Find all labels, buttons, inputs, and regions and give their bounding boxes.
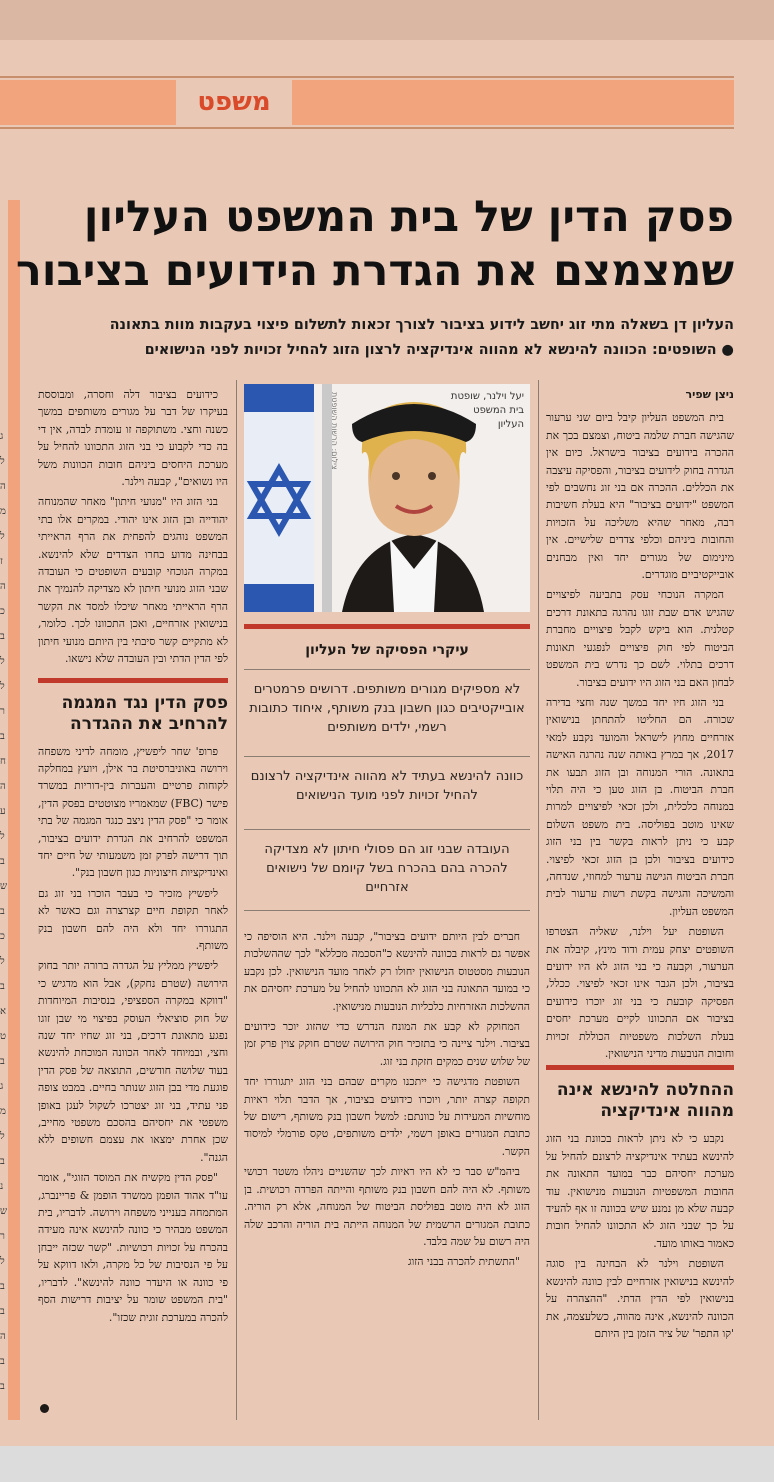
bottom-strip xyxy=(0,1446,774,1482)
edge-letter: ל xyxy=(0,681,5,692)
edge-letter: ג xyxy=(0,1081,4,1092)
column-rule-2 xyxy=(538,380,539,1420)
edge-letter: ר xyxy=(0,1231,5,1242)
section-banner-left-band xyxy=(0,80,176,125)
paragraph: פרופ' שחר ליפשיץ, מומחה לדיני משפחה וירושה באוניברסיטת בר אילן, ויועץ במחלקה לקוחות פרטיים והעברות בין-דוריות במשרד פישר (FBC) שמאמריו מצוטטים בפסק הדין, אומר כי "פסק הדין ניצב כנגד המגמה של בתי המשפט להרחיב את הגדרת ידועים בציבור, תוך דרישה לפרק זמן משמעותי של חיים יחד ואינדיקציות חיצוניות כגון חשבון בנק". xyxy=(38,744,228,880)
paragraph: המקרה הנוכחי עסק בתביעה לפיצויים שהגיש אדם שבת זוגו נהרגה בתאונת דרכים קטלנית. הוא ביקש לקבל פיצויים מחברת הביטוח לפי חוק פיצויים לנפגעי תאונות דרכים בתלוי. לשם כך נדרש בית המשפט לבחון האם בני הזוג היו ידועים בציבור. xyxy=(546,588,734,689)
heading-rule xyxy=(546,1065,734,1070)
edge-letter: ב xyxy=(0,981,5,992)
edge-letter: ל xyxy=(0,531,5,542)
edge-letter: כ xyxy=(0,931,5,942)
highlights-box xyxy=(244,624,530,918)
divider xyxy=(244,669,530,670)
edge-letter: ר xyxy=(0,706,5,717)
edge-letter: ל xyxy=(0,456,5,467)
photo-caption: יעל וילנר, שופטת בית המשפט העליון xyxy=(450,391,524,430)
subhead xyxy=(30,313,734,363)
column-middle xyxy=(244,928,530,1418)
paragraph: בני הזוג חיו יחד במשך שנה וחצי בדירה שכורה. הם החליטו להתחתן בנישואין אזרחיים מחוץ לישראל והמועד נקבע למאי 2017, אך במרץ באותה שנה נהרגה האישה בתאונה. הורי המנוחה ובן הזוג תבעו את חברת הביטוח. בן הזוג טען כי היה תלוי במנוחה כלכלית, ולכן זכאי לפיצויים למרות שאינו מוטב בפוליסה. בית משפט השלום קבע כי ניתן לראות בקשר בין בני הזוג כידועים בציבור ולכן בן הזוג זכאי לפיצוי. חברת הביטוח הגישה ערעור למחוזי, שנדחה, והמשיכה והגישה בקשת רשות ערעור לבית המשפט העליון. xyxy=(546,695,734,918)
paragraph: השופטת מדגישה כי ייתכנו מקרים שבהם בני הזוג יתגוררו יחד תקופה קצרה יותר, ויוכרו כידועים בציבור, אך הדבר תלוי ראיות מוחשיות המעידות על כוונתם: למשל חשבון בנק משותף, רישום של כתובת המגורים באופן רשמי, ילדים משותפים, טקס פורמלי למיסוד הקשר. xyxy=(244,1075,530,1158)
edge-letter: מ xyxy=(0,506,6,517)
column-rule-1 xyxy=(236,380,237,1420)
divider xyxy=(244,829,530,830)
edge-letter: א xyxy=(0,1006,7,1017)
edge-letter: כ xyxy=(0,606,5,617)
highlight-item: העובדה שבני זוג הם פסולי חיתון לא מצדיקה להכרה בהם בהכרח בשל קיומם של נישואים אזרחיים xyxy=(264,842,510,895)
paragraph: חברים לבין היותם ידועים בציבור", קבעה וילנר. היא הוסיפה כי אפשר גם לראות בכוונה להינשא כ"הסכמה מכללא" לכך שההשלכות הנובעות מסטטוס הנישואין יחולו רק לאחר מועד הנישואין. לכן נקבע כי במועד התאונה בני הזוג לא התכוונו להחיל על מערכת יחסיהם את ההשלכות האזרחיות כלכליות הנובעות מנישואין. xyxy=(244,930,530,1013)
byline: ניצן שפיר xyxy=(685,388,734,401)
edge-letter: ב xyxy=(0,856,5,867)
edge-letter: ש xyxy=(0,881,8,892)
paragraph: בית המשפט העליון קיבל ביום שני ערעור שהגישה חברת שלמה ביטוח, וצמצם בכך את ההכרה בידועים בציבור בישראל. כיום אין הגדרה בחוק לידועים בציבור, והפסיקה עיצבה את הכללים. ההכרה אם בני זוג נחשבים לפי המשפט "ידועים בציבור" היא בעלת חשיבות רבה, מאחר שהיא משליכה על הזכויות והחובות ביניהם וכלפי צדדים שלישיים. אין מינימום של מגורים יחד ואין מבחנים אובייקטיביים מוגדרים. xyxy=(546,411,734,582)
edge-letter: ב xyxy=(0,906,5,917)
headline xyxy=(15,190,734,298)
edge-letter: ש xyxy=(0,1206,8,1217)
edge-letter: ב xyxy=(0,1381,5,1392)
edge-letter: ל xyxy=(0,1131,5,1142)
column-right xyxy=(546,386,734,1416)
subhead-line-2-wrap xyxy=(30,338,734,363)
paragraph: "התשתית להכרה בבני הזוג xyxy=(407,1255,520,1269)
heading-rule xyxy=(38,678,228,683)
subheading: ההחלטה להינשא אינה מהווה אינדיקציה xyxy=(556,1080,734,1122)
edge-letter: ב xyxy=(0,1056,5,1067)
edge-letter: ל xyxy=(0,831,5,842)
edge-letter: ל xyxy=(0,656,5,667)
highlight-item: לא מספיקים מגורים משותפים. דרושים פרמטרים אובייקטיבים כגון חשבון בנק משותף, איחוד כתובות רשמי, ילדים משותפים xyxy=(249,682,525,735)
highlight-item: כוונה להינשא בעתיד לא מהווה אינדיקציה לרצונם להחיל זכויות לפני מועד הנישואים xyxy=(250,769,524,803)
edge-letter: ה xyxy=(0,481,6,492)
edge-letter: ט xyxy=(0,1031,7,1042)
edge-letter: ב xyxy=(0,1356,5,1367)
edge-letter: ח xyxy=(0,756,6,767)
paragraph: כידועים בציבור דלה וחסרה, ומבוססת בעיקרו של דבר על מגורים משותפים במשך כשנה וחצי. משתוקפה זו עומדת לבדה, אין די בה כדי לקבוע כי בני הזוג התכוונו להחיל על מערכת היחסים ביניהם חובות הכוונות משל היו נשואים", קבעה וילנר. xyxy=(38,388,228,489)
column-left xyxy=(38,386,228,1418)
subheading: פסק הדין נגד המגמה להרחיב את ההגדרה xyxy=(61,692,228,734)
divider xyxy=(244,756,530,757)
subhead-line-2: השופטים: הכוונה להינשא לא מהווה אינדיקציה לרצון הזוג להחיל זכויות לפני הנישואים xyxy=(144,342,717,358)
photo xyxy=(244,384,530,612)
left-page-edge-bar xyxy=(8,200,20,1420)
end-mark-icon xyxy=(40,1404,49,1413)
edge-letter: ב xyxy=(0,1281,5,1292)
paragraph: ביהמ"ש סבר כי לא היו ראיות לכך שהשניים ניהלו משטר רכושי משותף. לא היה להם חשבון בנק משותף והייתה הפרדה רכושית. בן הזוג לא היה מוטב בפוליסת הביטוח של המנוחה, אלא רק הוריה. כתובת המגורים הרשמית של המנוחה הייתה בית הוריה והרכב שלה היה רשום על שמה בלבד. xyxy=(244,1165,530,1248)
paragraph: השופטת יעל וילנר, שאליה הצטרפו השופטים יצחק עמית ודוד מינץ, קיבלה את הערעור, וקבעה כי בני הזוג לא היו ידועים בציבור, ולכן הגבר אינו זכאי לפיצוי. ככלל, הפסיקה קובעת כי בני זוג יוכרו כידועים בציבור אם התכוונו לקיים מערכת יחסים בעלת השלכות משפטיות הכוללת זכויות וחובות הנובעות מדיני הנישואין. xyxy=(546,925,734,1061)
paragraph: בני הזוג היו "מנועי חיתון" מאחר שהמנוחה יהודייה ובן הזוג אינו יהודי. במקרים אלו בתי המשפט נוהגים להפחית את הרף הראייתי בבחינה מדוע בחרו הצדדים שלא להינשא. במקרה הנוכחי קובעים השופטים כי העובדה שבני הזוג מנועי חיתון לא מצדיקה להנמיך את הרף הראייתי מאחר שיכלו למסד את הקשר בנישואין אזרחיים, ואכן התכוונו לכך. כלומר, לא מתקיים קשר סיבתי בין היותם מנועי חיתון לפי הדין הדתי ובין העובדה שלא נישאו. xyxy=(38,495,228,666)
section-banner-right-band xyxy=(292,80,734,125)
edge-letter: ג xyxy=(0,431,4,442)
edge-letter: ע xyxy=(0,806,6,817)
top-strip xyxy=(0,0,774,40)
edge-letter: ל xyxy=(0,956,5,967)
edge-letter: ב xyxy=(0,1156,5,1167)
section-banner-line-top xyxy=(0,76,734,78)
paragraph: ליפשיץ ממליץ על הגדרה ברורה יותר בחוק הירושה (שטרם נחקק), אבל הוא מדגיש כי "דווקא במקרה הספציפי, בנסיבות המיוחדות של חוק סוציאלי העוסק בפיצוי מי שבן זוגו נפגע מתאונת דרכים, בני זוג שחיו יחד שנה וחצי, ובמיוחד לאחר הכוונה המוכחת להינשא בעוד שלושה חודשים, התוצאה של פסק הדין פוגעת מדי בבן הזוג שנותר בחיים. במבט צופה פני עתיד, בני זוג יצטרכו לשקול לעגן באופן משפטי את יחסיהם בהסכם משפטי מחייב, שכן אחרת ימצאו את עצמם חשופים ללא הגנה". xyxy=(38,959,228,1164)
bullet-icon: ● xyxy=(721,342,734,358)
divider xyxy=(244,910,530,911)
paragraph: ליפשיץ מזכיר כי בעבר הוכרו בני זוג גם לאחר תקופת חיים קצרצרה וגם כאשר לא התגוררו יחד ולא היה להם חשבון בנק משותף. xyxy=(38,886,228,952)
edge-letter: ב xyxy=(0,731,5,742)
edge-letter: ה xyxy=(0,781,6,792)
headline-line-2: שמצמצם את הגדרת הידועים בציבור xyxy=(15,246,734,296)
edge-letter: ה xyxy=(0,581,6,592)
subhead-line-1: העליון דן בשאלה מתי זוג יחשב לידוע בציבור לצורך זכאות לתשלום פיצוי בעקבות מוות בתאונה xyxy=(109,317,734,333)
headline-line-1: פסק הדין של בית המשפט העליון xyxy=(83,192,734,242)
photo-credit xyxy=(330,392,344,602)
edge-letter: ה xyxy=(0,1331,6,1342)
edge-letter: ל xyxy=(0,1256,5,1267)
section-label: משפט xyxy=(197,87,271,117)
paragraph: נקבע כי לא ניתן לראות בכוונת בני הזוג להינשא בעתיד אינדיקציה לרצונם להחיל על מערכת יחסיהם כבר במועד התאונה את החובות המשפטיות הנובעות מנישואין. עוד קבעה שלא מן נמנע שיש בכוונה זו אף להעיד על כך שבני הזוג לא התכוונו להחיל חובות כאמור באותו מועד. xyxy=(546,1132,734,1250)
paragraph: המחוקק לא קבע את המונח הנדרש כדי שהזוג יוכר כידועים בציבור. וילנר ציינה כי בתזכיר חוק הירושה שטרם חוקק צוין פרק זמן של שלוש שנים כמקים חזקת בני זוג. xyxy=(244,1020,530,1068)
highlights-title: עיקרי הפסיקה של העליון xyxy=(305,642,469,658)
edge-letter: ז xyxy=(0,556,3,567)
edge-letter: נ xyxy=(0,1181,4,1192)
adjacent-article-edge xyxy=(0,424,8,1414)
paragraph: השופטת וילנר לא הבחינה בין סוגה להינשא בנישואין אזרחיים לבין כוונה להינשא בנישואין לפי הדין הדתי. "ההצהרה על הכוונה להינשא, אינה מהווה, כשלעצמה, את 'קו התפר' של ציר הזמן בין היותם xyxy=(546,1257,734,1340)
edge-letter: ב xyxy=(0,1306,5,1317)
edge-letter: מ xyxy=(0,1106,6,1117)
paragraph: "פסק הדין מקשיח את המוסד הזוגי", אומר עו"ד אהוד הופמן ממשרד הופמן & פריינברג, המתמחה בענייני משפחה וירושה. לדבריו, בית המשפט מבהיר כי כוונה להינשא אינה מעידה בהכרח על זכויות רכושיות. "קשר שכזה ייבחן על פי הנסיבות של כל מקרה, ולאו דווקא על פי כוונה או היעדר כוונה להינשא". לדבריו, "בית המשפט שומר על יציבות דרישות הסף להכרה במערכת זוגית שכזו". xyxy=(38,1171,228,1324)
section-banner-line-bottom xyxy=(0,127,734,129)
edge-letter: ב xyxy=(0,631,5,642)
highlights-top-rule xyxy=(244,624,530,629)
photo-credit-text: צילום: הרשות השופטת xyxy=(330,392,339,470)
